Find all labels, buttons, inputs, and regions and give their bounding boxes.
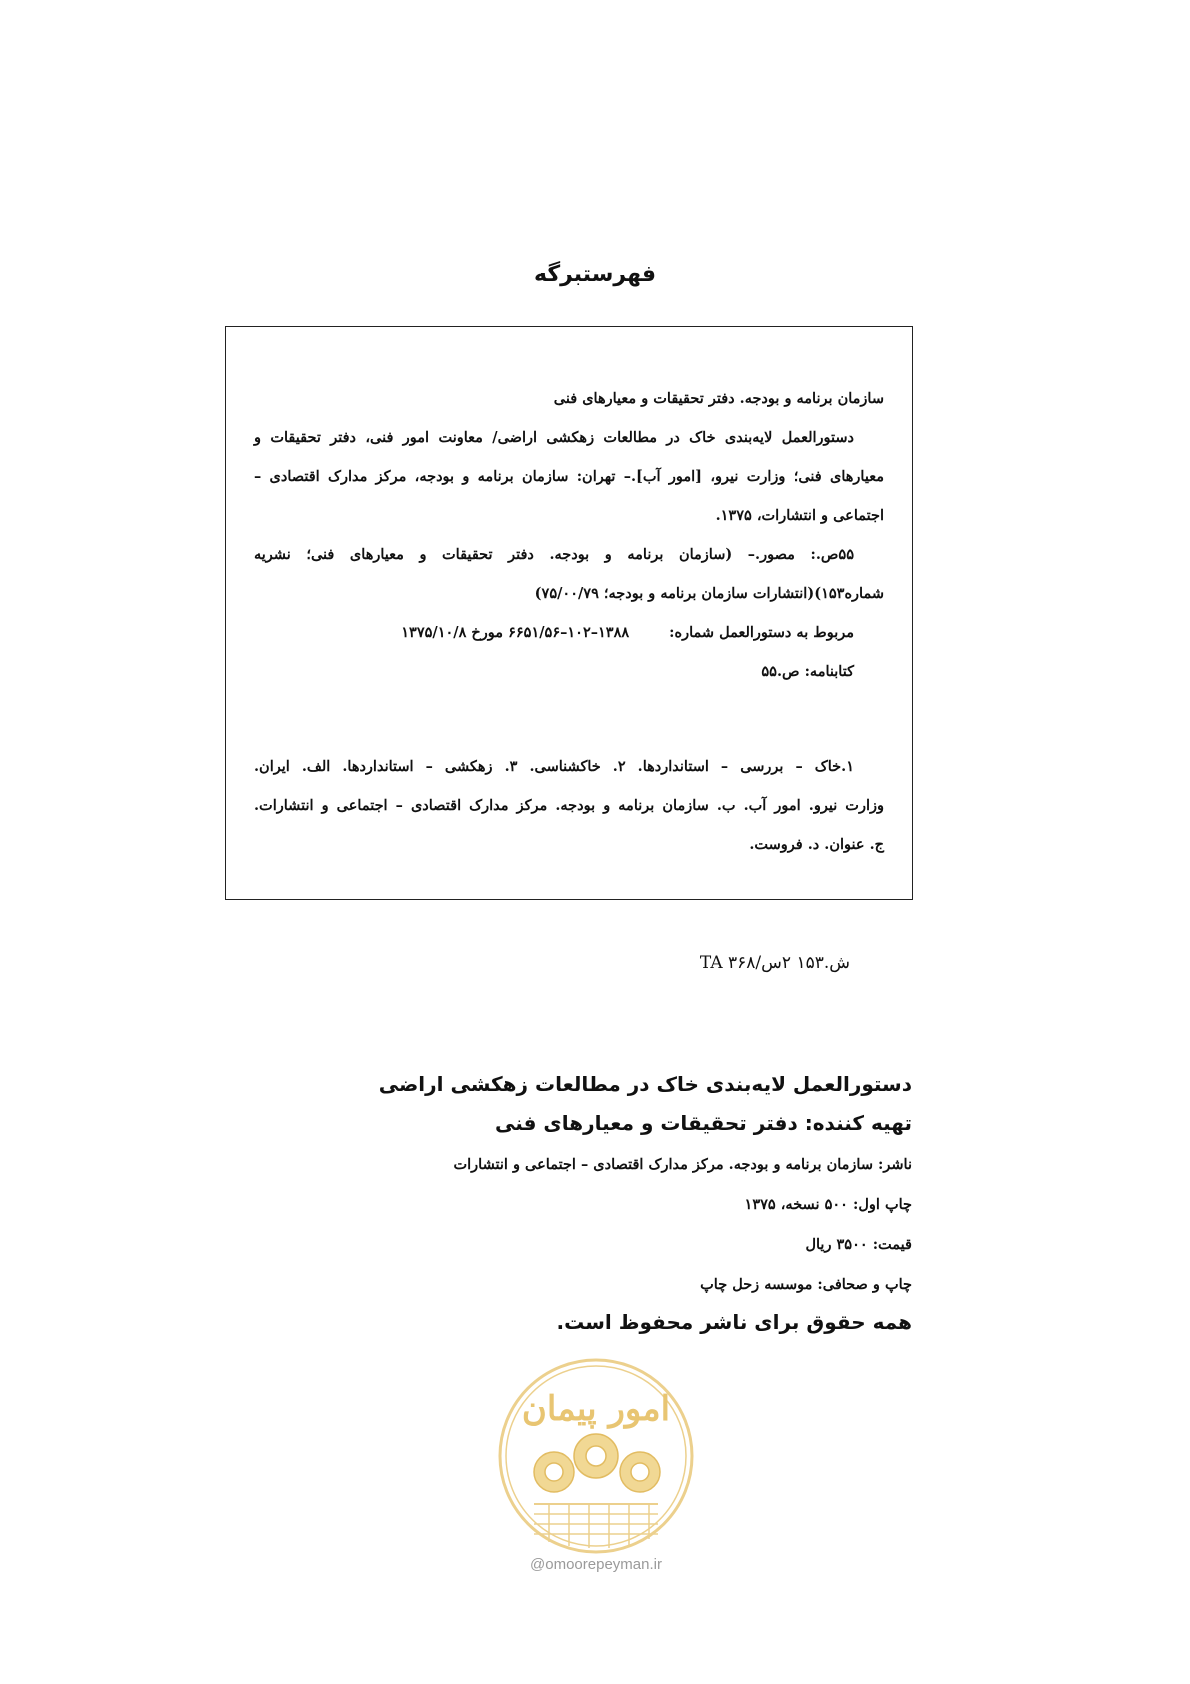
- book-title: دستورالعمل لایه‌بندی خاک در مطالعات زهکشی اراضی: [378, 1072, 912, 1096]
- watermark-logo-text: امور پیمان: [521, 1389, 671, 1429]
- omoor-peyman-watermark-logo: [494, 1354, 698, 1558]
- cip-subjects-line-3: ج. عنوان. د. فروست.: [749, 836, 884, 853]
- price: قیمت: ۳۵۰۰ ریال: [805, 1236, 912, 1253]
- preparer: تهیه کننده: دفتر تحقیقات و معیارهای فنی: [494, 1111, 912, 1135]
- rights-statement: همه حقوق برای ناشر محفوظ است.: [556, 1310, 912, 1334]
- classification-number: ش.۱۵۳ ۲س/۳۶۸ TA: [699, 953, 850, 973]
- edition: چاپ اول: ۵۰۰ نسخه، ۱۳۷۵: [744, 1196, 912, 1213]
- cip-title-line-1: دستورالعمل لایه‌بندی خاک در مطالعات زهکشی اراضی/ معاونت امور فنی، دفتر تحقیقات و: [254, 429, 854, 446]
- cip-related-instruction: [401, 623, 854, 643]
- publisher: ناشر: سازمان برنامه و بودجه. مرکز مدارک اقتصادی – اجتماعی و انتشارات: [453, 1156, 912, 1173]
- cip-subjects-line-2: وزارت نیرو. امور آب. ب. سازمان برنامه و بودجه. مرکز مدارک اقتصادی – اجتماعی و انتشارات.: [254, 797, 884, 814]
- cip-title-line-2: معیارهای فنی؛ وزارت نیرو، [امور آب].– تهران: سازمان برنامه و بودجه، مرکز مدارک اقتصادی –: [254, 468, 884, 485]
- cip-main-entry: سازمان برنامه و بودجه. دفتر تحقیقات و معیارهای فنی: [553, 390, 884, 407]
- cip-related-label: مربوط به دستورالعمل شماره:: [669, 624, 854, 641]
- cip-description-line-1: ۵۵ص.: مصور.– (سازمان برنامه و بودجه. دفتر تحقیقات و معیارهای فنی؛ نشریه: [254, 546, 854, 563]
- printer: چاپ و صحافی: موسسه زحل چاپ: [700, 1276, 912, 1293]
- page-title: فهرستبرگه: [533, 262, 657, 287]
- cip-bibliography: کتابنامه: ص.۵۵: [761, 663, 854, 680]
- cip-subjects-line-1: ۱.خاک – بررسی – استانداردها. ۲. خاکشناسی. ۳. زهکشی – استانداردها. الف. ایران.: [254, 758, 854, 775]
- cip-related-value: ۱۳۸۸–۱۰۲–۶۶۵۱/۵۶ مورخ ۱۳۷۵/۱۰/۸: [401, 624, 630, 641]
- watermark-url: @omoorepeyman.ir: [530, 1556, 662, 1573]
- cataloging-in-publication-box: [225, 326, 913, 900]
- cip-title-line-3: اجتماعی و انتشارات، ۱۳۷۵.: [715, 507, 884, 524]
- cip-description-line-2: شماره۱۵۳)(انتشارات سازمان برنامه و بودجه؛ ۷۵/۰۰/۷۹): [534, 585, 884, 602]
